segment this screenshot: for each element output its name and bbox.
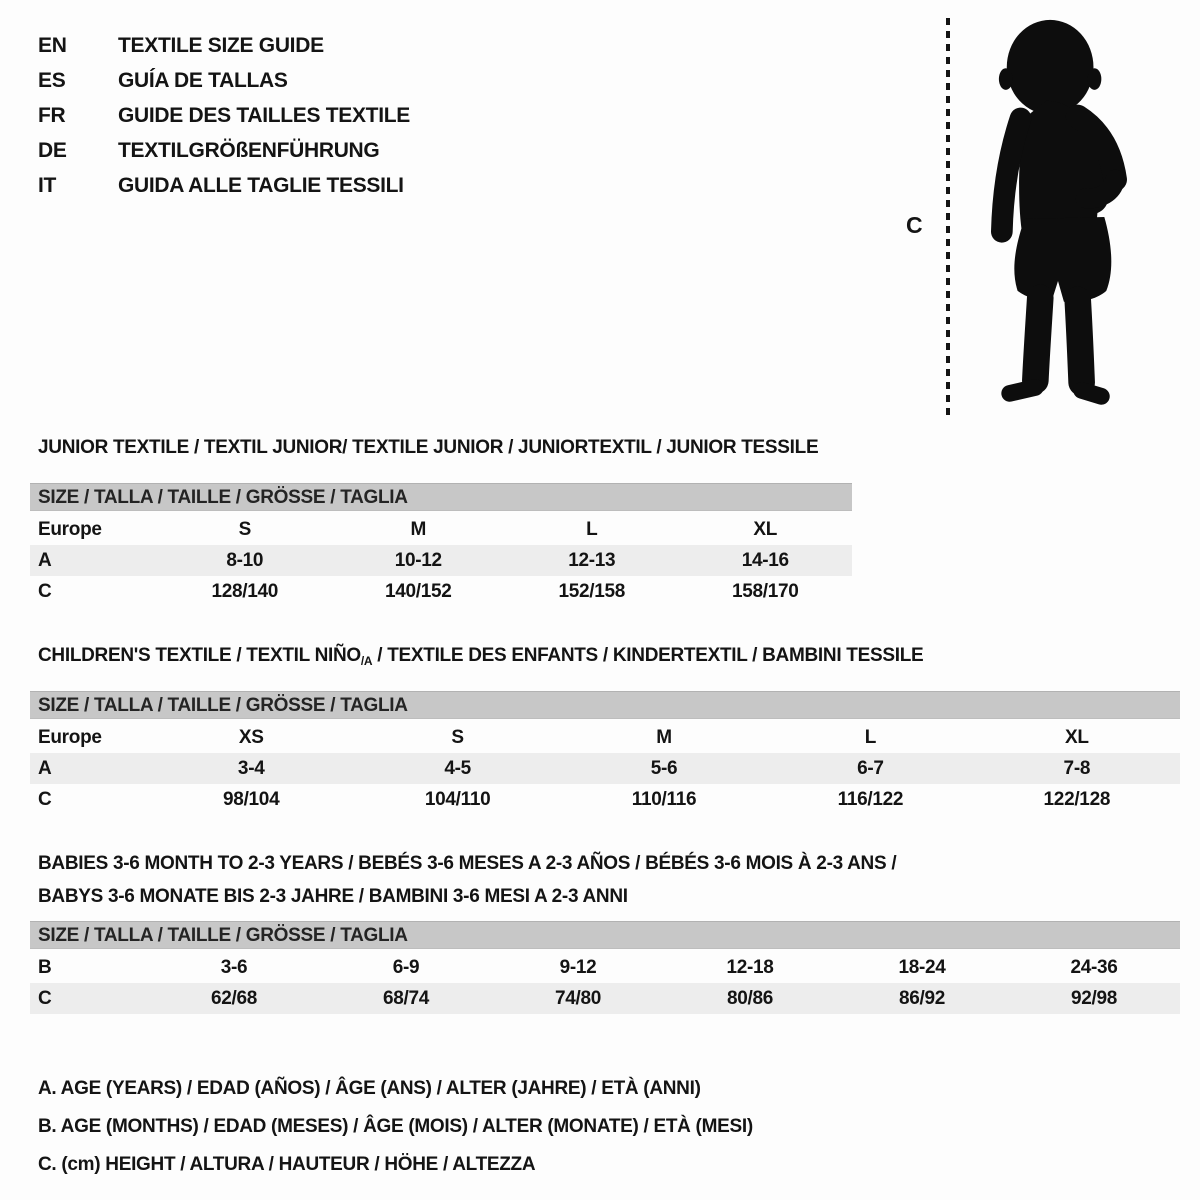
language-label: TEXTILGRÖßENFÜHRUNG (118, 139, 380, 162)
children-textile-section (30, 644, 1180, 815)
age-months-value: 12-18 (726, 957, 774, 978)
table-row-age-months (30, 952, 1180, 983)
size-value: XL (1064, 727, 1089, 748)
babies-textile-section (30, 852, 1180, 1014)
age-months-value: 9-12 (559, 957, 597, 978)
height-value: 116/122 (837, 789, 904, 810)
height-value: 158/170 (731, 581, 799, 602)
language-row-it (38, 168, 410, 203)
row-label: A (38, 550, 52, 571)
language-label: GUIDA ALLE TAGLIE TESSILI (118, 174, 404, 197)
row-label: A (38, 758, 52, 779)
row-label: Europe (38, 727, 102, 748)
language-code: IT (38, 174, 57, 197)
age-value: 6-7 (857, 758, 884, 779)
age-value: 14-16 (741, 550, 789, 571)
size-value: M (410, 519, 427, 540)
table-row-europe (30, 722, 1180, 753)
size-value: XS (238, 727, 264, 748)
height-value: 98/104 (223, 789, 280, 810)
height-value: 92/98 (1070, 988, 1118, 1009)
children-table (30, 722, 1180, 815)
size-value: S (238, 519, 251, 540)
age-value: 8-10 (226, 550, 264, 571)
height-value: 140/152 (384, 581, 452, 602)
height-value: 110/116 (631, 789, 697, 810)
size-header-band: SIZE / TALLA / TAILLE / GRÖSSE / TAGLIA (30, 921, 1180, 949)
language-label: GUÍA DE TALLAS (118, 69, 288, 92)
table-row-height (30, 784, 1180, 815)
babies-section-title-line2: BABYS 3-6 MONATE BIS 2-3 JAHRE / BAMBINI 3-6 MESI A 2-3 ANNI (38, 886, 628, 907)
table-row-europe (30, 514, 852, 545)
language-code: FR (38, 104, 66, 127)
row-label: Europe (38, 519, 102, 540)
row-label: C (38, 581, 52, 602)
size-value: XL (753, 519, 778, 540)
height-value: 68/74 (382, 988, 430, 1009)
height-value: 128/140 (211, 581, 279, 602)
age-value: 7-8 (1063, 758, 1091, 779)
size-value: L (586, 519, 598, 540)
size-value: L (864, 727, 877, 748)
language-label: GUIDE DES TAILLES TEXTILE (118, 104, 410, 127)
height-value: 74/80 (554, 988, 602, 1009)
toddler-silhouette-icon (978, 14, 1138, 418)
children-title-subscript: /A (360, 654, 373, 668)
height-measure-label: C (906, 212, 923, 238)
size-header-band: SIZE / TALLA / TAILLE / GRÖSSE / TAGLIA (30, 691, 1180, 719)
children-title-post: / TEXTILE DES ENFANTS / KINDERTEXTIL / BAMBINI TESSILE (372, 645, 924, 666)
table-row-height (30, 983, 1180, 1014)
age-value: 3-4 (237, 758, 265, 779)
language-row-fr (38, 98, 410, 133)
row-label: C (38, 988, 52, 1009)
height-measure-dashed-line (946, 18, 950, 415)
age-value: 5-6 (650, 758, 678, 779)
age-value: 12-13 (568, 550, 616, 571)
height-value: 62/68 (210, 988, 258, 1009)
table-row-height (30, 576, 852, 607)
height-value: 104/110 (424, 789, 491, 810)
table-row-age (30, 545, 852, 576)
language-row-es (38, 63, 410, 98)
children-title-pre: CHILDREN'S TEXTILE / TEXTIL NIÑO (38, 645, 361, 666)
legend-line-b: B. AGE (MONTHS) / EDAD (MESES) / ÂGE (MOIS) / ALTER (MONATE) / ETÀ (MESI) (38, 1116, 753, 1137)
size-value: M (656, 727, 672, 748)
children-section-title (30, 644, 1180, 669)
row-label: C (38, 789, 52, 810)
age-value: 4-5 (444, 758, 471, 779)
age-months-value: 3-6 (220, 957, 248, 978)
junior-table (30, 514, 852, 607)
language-code: ES (38, 69, 66, 92)
height-value: 152/158 (558, 581, 626, 602)
height-value: 122/128 (1043, 789, 1111, 810)
junior-section-title: JUNIOR TEXTILE / TEXTIL JUNIOR/ TEXTILE JUNIOR / JUNIORTEXTIL / JUNIOR TESSILE (38, 437, 819, 458)
language-list (38, 28, 410, 203)
age-value: 10-12 (394, 550, 442, 571)
age-months-value: 6-9 (392, 957, 420, 978)
age-months-value: 18-24 (898, 957, 946, 978)
age-months-value: 24-36 (1070, 957, 1118, 978)
legend (38, 1070, 753, 1184)
babies-section-title-line1: BABIES 3-6 MONTH TO 2-3 YEARS / BEBÉS 3-6 MESES A 2-3 AÑOS / BÉBÉS 3-6 MOIS À 2-3 ANS / (38, 853, 897, 874)
row-label: B (38, 957, 52, 978)
babies-table (30, 952, 1180, 1014)
size-header-band: SIZE / TALLA / TAILLE / GRÖSSE / TAGLIA (30, 483, 852, 511)
junior-textile-section (30, 436, 852, 607)
language-row-de (38, 133, 410, 168)
legend-line-a: A. AGE (YEARS) / EDAD (AÑOS) / ÂGE (ANS) / ALTER (JAHRE) / ETÀ (ANNI) (38, 1078, 701, 1099)
language-row-en (38, 28, 410, 63)
language-code: EN (38, 34, 67, 57)
height-value: 86/92 (898, 988, 946, 1009)
language-label: TEXTILE SIZE GUIDE (118, 34, 324, 57)
table-row-age (30, 753, 1180, 784)
language-code: DE (38, 139, 67, 162)
height-value: 80/86 (726, 988, 774, 1009)
size-value: S (451, 727, 464, 748)
legend-line-c: C. (cm) HEIGHT / ALTURA / HAUTEUR / HÖHE / ALTEZZA (38, 1154, 536, 1175)
